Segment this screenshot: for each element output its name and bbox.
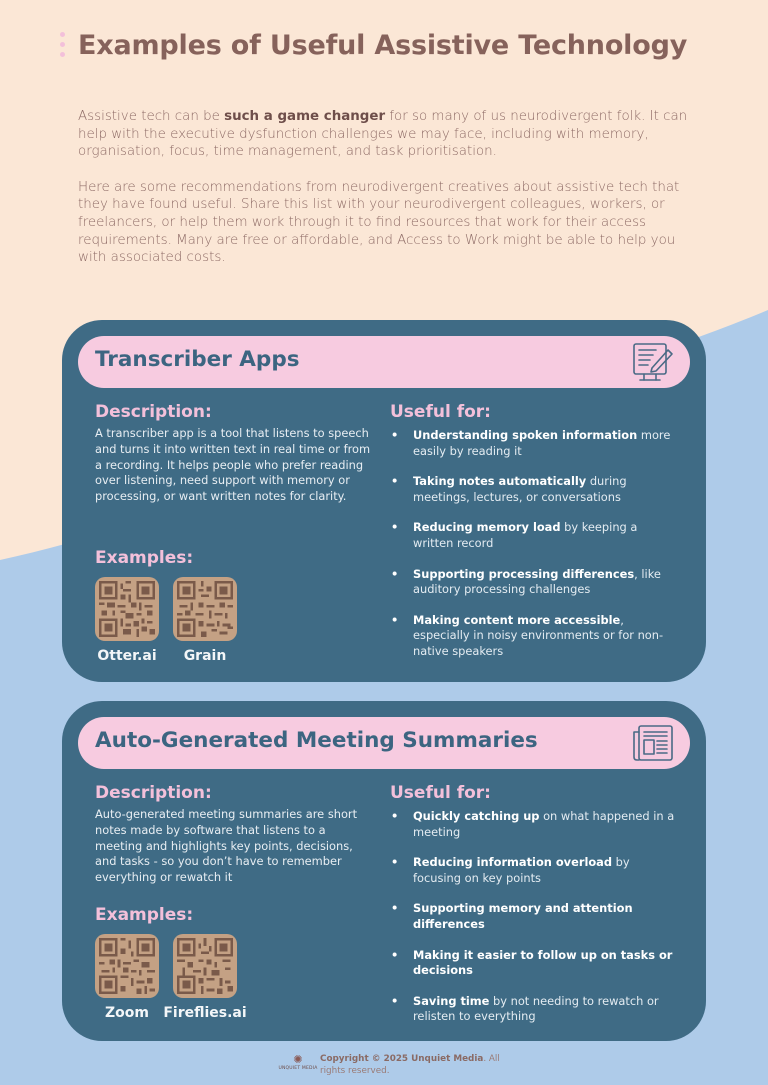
copyright-text: Copyright © 2025 Unquiet Media. All rights reserved.: [320, 1054, 500, 1076]
description-section: [95, 783, 375, 886]
qr-code[interactable]: [95, 934, 159, 998]
useful-for-section: [390, 783, 680, 1040]
examples-heading: Examples:: [95, 548, 194, 568]
card-title: Transcriber Apps: [95, 347, 300, 372]
intro-paragraph-2: Here are some recommendations from neurodivergent creatives about assistive tech that they have found useful. Share this list with your neurodivergent colleagues, workers, or freelancers, or help them work through it to find resources that work for their access requirements. Many are free or affordable, and Access to Work might be able to help you with associated costs.: [78, 179, 680, 266]
list-item: • Understanding spoken information more easily by reading it: [390, 428, 680, 459]
page-title: Examples of Useful Assistive Technology: [78, 30, 688, 61]
useful-for-section: [390, 402, 680, 675]
useful-for-heading: Useful for:: [390, 402, 491, 422]
list-item: • Making content more accessible, especially in noisy environments or for non-native speakers: [390, 613, 680, 660]
example-label: Fireflies.ai: [163, 1005, 247, 1021]
card-transcriber-apps: [62, 320, 706, 682]
description-text: A transcriber app is a tool that listens to speech and turns it into written text in real time or from a recording. It helps people who prefer reading over listening, need support with memory or processing, or want written notes for clarity.: [95, 426, 371, 504]
useful-for-list: [390, 428, 680, 660]
example-zoom[interactable]: [88, 934, 166, 1021]
examples-heading: Examples:: [95, 905, 194, 925]
list-item: • Reducing information overload by focusing on key points: [390, 855, 680, 886]
example-label: Grain: [183, 648, 227, 664]
example-grain[interactable]: [166, 577, 244, 664]
card-title: Auto-Generated Meeting Summaries: [95, 728, 538, 753]
example-fireflies-ai[interactable]: [163, 934, 247, 1021]
examples-row: [88, 934, 247, 1021]
intro-text: [78, 108, 693, 267]
title-decoration-dots: [60, 32, 65, 62]
description-text: Auto-generated meeting summaries are short notes made by software that listens to a meeting and highlights key points, decisions, and tasks - so you don’t have to remember everything or rewatch it: [95, 807, 358, 885]
qr-code[interactable]: [95, 577, 159, 641]
list-item: • Making it easier to follow up on tasks or decisions: [390, 948, 680, 979]
example-otter-ai[interactable]: [88, 577, 166, 664]
list-item: • Supporting memory and attention differences: [390, 901, 680, 932]
description-heading: Description:: [95, 783, 212, 803]
list-item: • Saving time by not needing to rewatch or relisten to everything: [390, 994, 680, 1025]
card-header: [78, 717, 690, 769]
card-header: [78, 336, 690, 388]
newspaper-icon: [630, 721, 676, 765]
examples-row: [88, 577, 244, 664]
list-item: • Quickly catching up on what happened in a meeting: [390, 809, 680, 840]
example-label: Otter.ai: [97, 648, 157, 664]
unquiet-media-logo: [278, 1053, 318, 1078]
description-heading: Description:: [95, 402, 212, 422]
qr-code[interactable]: [173, 934, 237, 998]
useful-for-heading: Useful for:: [390, 783, 491, 803]
example-label: Zoom: [105, 1005, 149, 1021]
list-item: • Supporting processing differences, like auditory processing challenges: [390, 567, 680, 598]
qr-code[interactable]: [173, 577, 237, 641]
description-section: [95, 402, 375, 505]
list-item: • Reducing memory load by keeping a written record: [390, 520, 680, 551]
sparkle-icon: ✺: [293, 1053, 303, 1066]
card-meeting-summaries: [62, 701, 706, 1041]
footer: [278, 1053, 500, 1078]
logo-text: UNQUIET MEDIA: [278, 1066, 318, 1071]
notepad-pen-icon: [630, 340, 676, 384]
useful-for-list: [390, 809, 680, 1025]
list-item: • Taking notes automatically during meetings, lectures, or conversations: [390, 474, 680, 505]
intro-paragraph-1: Assistive tech can be such a game changer for so many of us neurodivergent folk. It can help with the executive dysfunction challenges we may face, including with memory, organisation, focus, time management, and task prioritisation.: [78, 109, 688, 160]
